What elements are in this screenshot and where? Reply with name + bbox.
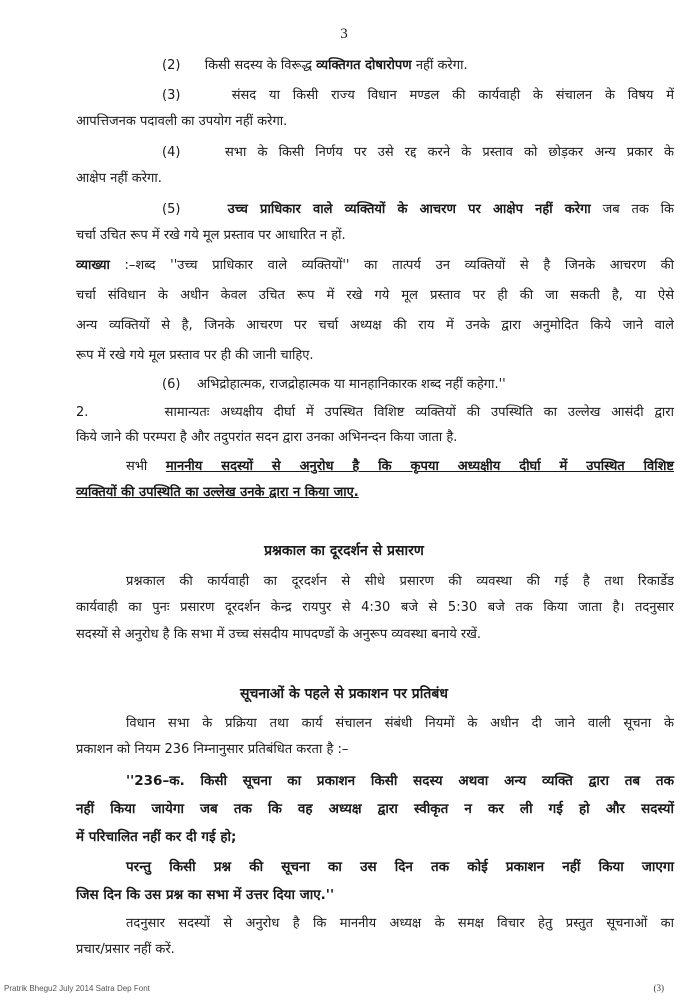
- rule-quote-line5: जिस दिन कि उस प्रश्न का सभा में उत्तर दिया जाए.'': [76, 887, 335, 903]
- publication-line1: विधान सभा के प्रक्रिया तथा कार्य संचालन संबंधी नियमों के अधीन दी जाने वाली सूचना के: [126, 716, 674, 731]
- clause-text: संसद या किसी राज्य विधान मण्डल की कार्यवाही के संचालन के विषय में: [231, 88, 675, 103]
- section-heading-publication: सूचनाओं के पहले से प्रकाशन पर प्रतिबंध: [240, 686, 448, 702]
- clause-4-line1: [162, 143, 674, 163]
- clause-text: किसी सदस्य के विरूद्ध: [204, 58, 317, 73]
- item-number: 2.: [76, 405, 89, 420]
- clause-number: (2): [162, 58, 181, 73]
- clause-number: (5): [162, 202, 181, 217]
- section-heading-broadcast: प्रश्नकाल का दूरदर्शन से प्रसारण: [264, 543, 424, 559]
- clause-6: [162, 375, 506, 395]
- publication-line2: प्रकाशन को नियम 236 निम्नानुसार प्रतिबंधित करता है :–: [76, 742, 349, 757]
- clause-number: (6): [162, 377, 181, 392]
- broadcast-line2: कार्यवाही का पुनः प्रसारण दूरदर्शन केन्द्र रायपुर से 4:30 बजे से 5:30 बजे तक किया जाता है। तदनुसार: [76, 600, 674, 615]
- explanation-line4: रूप में रखे गये मूल प्रस्ताव पर ही की जानी चाहिए.: [76, 348, 314, 363]
- clause-text-end: नहीं करेगा.: [411, 58, 468, 73]
- explanation-label: व्याख्या: [76, 258, 110, 273]
- clause-number: (4): [162, 145, 181, 160]
- clause-bold-text: व्यक्तिगत दोषारोपण: [316, 58, 412, 73]
- item-2-request-line1: [126, 457, 674, 477]
- footer-page-number: (3): [653, 983, 664, 993]
- clause-2: [162, 56, 468, 76]
- clause-text: सभा के किसी निर्णय पर उसे रद्द करने के प्रस्ताव को छोड़कर अन्य प्रकार के: [225, 145, 674, 160]
- item-2-line2: किये जाने की परम्परा है और तदुपरांत सदन द्वारा उनका अभिनन्दन किया जाता है.: [76, 430, 458, 445]
- clause-text-end: जब तक कि: [590, 202, 674, 217]
- explanation-line2: चर्चा संविधान के अधीन केवल उचित रूप में रखे गये मूल प्रस्ताव पर ही की जा सकती है, या ऐसे: [76, 288, 674, 303]
- clause-number: (3): [162, 88, 181, 103]
- footer-file-label: Pratrik Bhegu2 July 2014 Satra Dep Font: [4, 984, 150, 993]
- page-number: 3: [340, 26, 348, 42]
- broadcast-line1: प्रश्नकाल की कार्यवाही का दूरदर्शन से सीधे प्रसारण की व्यवस्था की गई है तथा रिकार्डेड: [126, 574, 674, 589]
- rule-quote-line3: में परिचालित नहीं कर दी गई हो;: [76, 829, 237, 845]
- rule-quote-line4: परन्तु किसी प्रश्न की सूचना का उस दिन तक कोई प्रकाशन नहीं किया जाएगा: [126, 859, 674, 875]
- item-2-line1: [76, 403, 674, 423]
- item-2-request-line2: व्यक्तियों की उपस्थिति का उल्लेख उनके द्वारा न किया जाए.: [76, 485, 359, 500]
- broadcast-line3: सदस्यों से अनुरोध है कि सभा में उच्च संसदीय मापदण्डों के अनुरूप व्यवस्था बनाये रखें.: [76, 627, 481, 642]
- publication-line3: तदनुसार सदस्यों से अनुरोध है कि माननीय अध्यक्ष के समक्ष विचार हेतु प्रस्तुत सूचनाओं का: [126, 916, 674, 931]
- request-prefix: सभी: [126, 459, 166, 474]
- clause-text: अभिद्रोहात्मक, राजद्रोहात्मक या मानहानिकारक शब्द नहीं कहेगा.'': [196, 377, 506, 392]
- item-text: सामान्यतः अध्यक्षीय दीर्घा में उपस्थित विशिष्ट व्यक्तियों की उपस्थिति का उल्लेख आसंदी द्वारा: [164, 405, 674, 420]
- rule-quote-line2: नहीं किया जायेगा जब तक कि वह अध्यक्ष द्वारा स्वीकृत न कर ली गई हो और सदस्यों: [76, 801, 674, 817]
- clause-bold-text: उच्च प्राधिकार वाले व्यक्तियों के आचरण पर आक्षेप नहीं करेगा: [227, 202, 591, 217]
- clause-5-line2: चर्चा उचित रूप में रखे गये मूल प्रस्ताव पर आधारित न हों.: [76, 228, 346, 243]
- request-bold-text: माननीय सदस्यों से अनुरोध है कि कृपया अध्यक्षीय दीर्घा में उपस्थित विशिष्ट: [165, 459, 674, 474]
- rule-quote-line1: ''236–क. किसी सूचना का प्रकाशन किसी सदस्य अथवा अन्य व्यक्ति द्वारा तब तक: [126, 773, 674, 789]
- explanation-line1: [76, 256, 674, 276]
- publication-line4: प्रचार/प्रसार नहीं करें.: [76, 942, 175, 957]
- explanation-text: :–शब्द ''उच्च प्राधिकार वाले व्यक्तियों'' का तात्पर्य उन व्यक्तियों से है जिनके आचरण की: [109, 258, 674, 273]
- clause-4-line2: आक्षेप नहीं करेगा.: [76, 171, 162, 186]
- explanation-line3: अन्य व्यक्तियों से है, जिनके आचरण पर चर्चा अध्यक्ष की राय में उनके द्वारा अनुमोदित किये जाने वाले: [76, 318, 674, 333]
- clause-3-line1: [162, 86, 674, 106]
- clause-5-line1: [162, 200, 674, 220]
- clause-3-line2: आपत्तिजनक पदावली का उपयोग नहीं करेगा.: [76, 114, 288, 129]
